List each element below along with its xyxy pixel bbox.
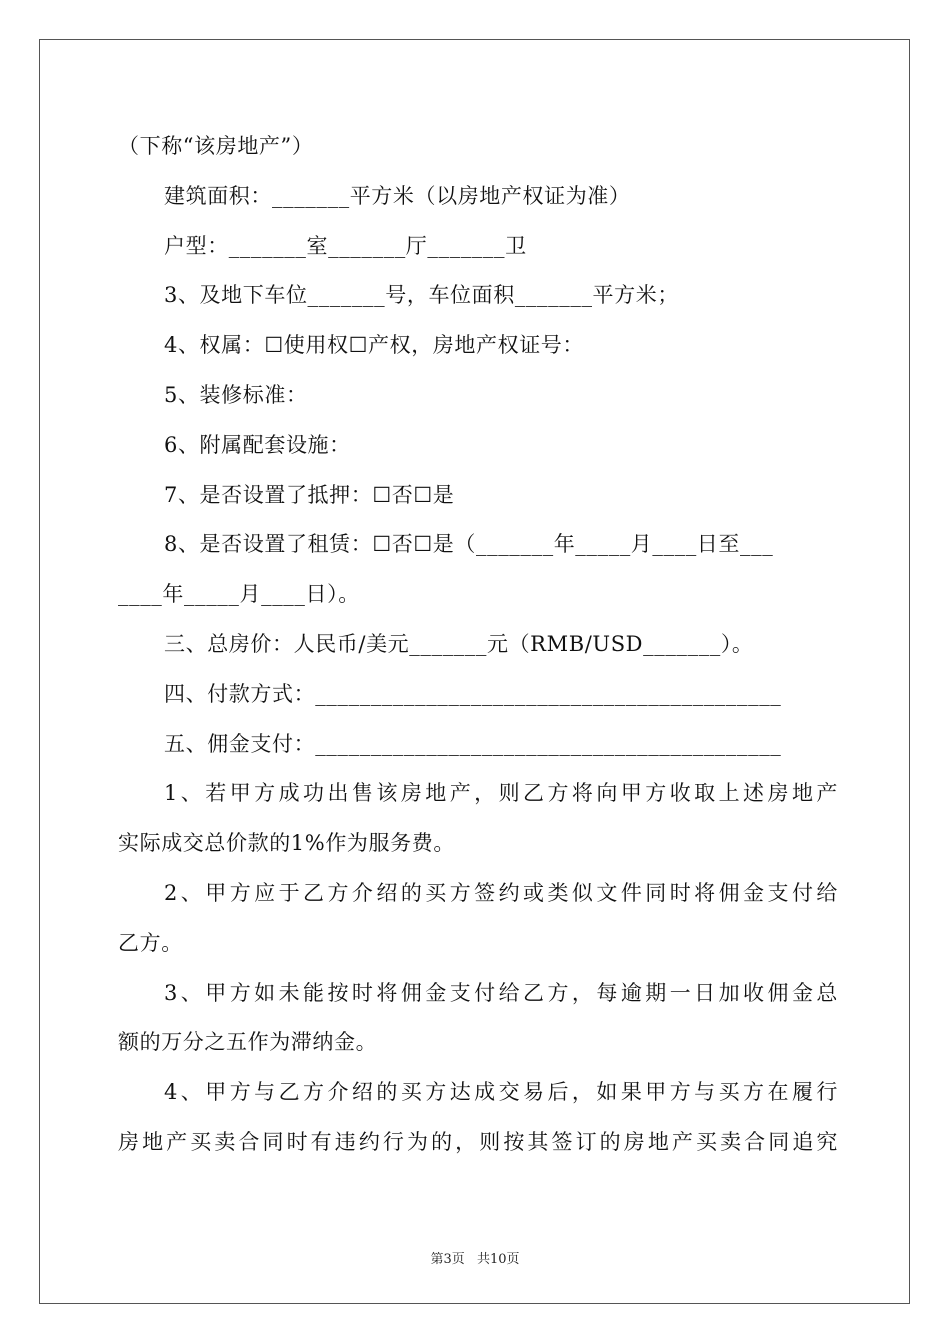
text-line: 户型：_______室_______厅_______卫 [164, 233, 527, 258]
text-line: 五、佣金支付：__________________________________________ [164, 731, 782, 756]
page-number: 第3页 [430, 1252, 465, 1267]
text-line: 4、权属：☐使用权☐产权，房地产权证号： [164, 333, 585, 358]
document-body [118, 122, 838, 1168]
text-line: 建筑面积：_______平方米（以房地产权证为准） [164, 183, 631, 208]
text-line: 四、付款方式：__________________________________________ [164, 681, 782, 706]
text-line: 实际成交总价款的1%作为服务费。 [118, 831, 455, 856]
text-line: 乙方。 [118, 930, 183, 955]
page-footer [0, 1248, 950, 1267]
page-total: 共10页 [476, 1252, 520, 1267]
text-line: 3、甲方如未能按时将佣金支付给乙方，每逾期一日加收佣金总 [164, 980, 838, 1005]
text-line: 1、若甲方成功出售该房地产，则乙方将向甲方收取上述房地产 [164, 781, 838, 806]
text-line: 7、是否设置了抵押：☐否☐是 [164, 482, 455, 507]
text-line: ____年_____月____日）。 [118, 582, 360, 607]
text-line: 5、装修标准： [164, 382, 308, 407]
text-line: 8、是否设置了租赁：☐否☐是（_______年_____月____日至___ [164, 532, 774, 557]
text-line: 6、附属配套设施： [164, 432, 351, 457]
text-line: 2、甲方应于乙方介绍的买方签约或类似文件同时将佣金支付给 [164, 880, 838, 905]
text-line: 3、及地下车位_______号，车位面积_______平方米； [164, 283, 679, 308]
text-line: （下称“该房地产”） [118, 134, 314, 158]
text-line: 4、甲方与乙方介绍的买方达成交易后，如果甲方与买方在履行 [164, 1080, 838, 1105]
text-line: 房地产买卖合同时有违约行为的，则按其签订的房地产买卖合同追究 [118, 1129, 838, 1154]
text-line: 三、总房价：人民币/美元_______元（RMB/USD_______）。 [164, 631, 754, 656]
text-line: 额的万分之五作为滞纳金。 [118, 1030, 378, 1055]
